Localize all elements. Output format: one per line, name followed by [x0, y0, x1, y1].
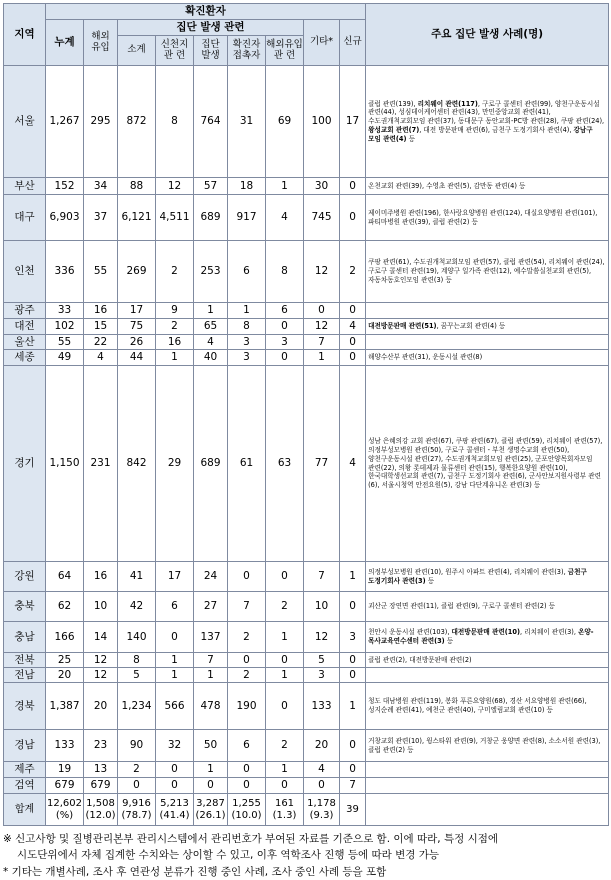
- overseas-rel-cell: 0: [266, 683, 304, 730]
- table-row: [4, 241, 609, 303]
- new-cell: 17: [340, 66, 366, 178]
- example-text: 등: [425, 576, 435, 585]
- other-cell: 1: [304, 350, 340, 366]
- examples-cell: [366, 350, 609, 366]
- example-text: 대전방문판매 관련(10): [451, 628, 521, 637]
- table-row: [4, 592, 609, 622]
- other-cell: 20: [304, 730, 340, 762]
- region-cell: 경남: [4, 730, 46, 762]
- overseas-rel-cell: 1: [266, 762, 304, 778]
- overseas-rel-cell: 0: [266, 319, 304, 335]
- example-text: 제이미주병원 관련(196), 한사랑요양병원 관련(124), 대실요양병원 관련(101), 파티마병원 관련(39), 클럽 관련(2) 등: [368, 208, 598, 226]
- example-text: 강남구 모임 관련(4): [368, 125, 593, 143]
- other-cell: 3: [304, 668, 340, 683]
- total-pct: (12.0): [85, 809, 116, 821]
- total-pct: (%): [55, 809, 74, 821]
- header-contact: 확진자 접촉자: [228, 36, 266, 66]
- overseas-cell: 295: [84, 66, 118, 178]
- shincheonji-cell: 1: [156, 350, 194, 366]
- examples-cell: [366, 762, 609, 778]
- group-cell: 764: [194, 66, 228, 178]
- shincheonji-cell: 9: [156, 303, 194, 319]
- table-row: [4, 668, 609, 683]
- new-cell: 7: [340, 778, 366, 794]
- group-cell: 0: [194, 778, 228, 794]
- overseas-cell: 231: [84, 366, 118, 562]
- overseas-rel-cell: 4: [266, 195, 304, 241]
- shincheonji-cell: 2: [156, 319, 194, 335]
- header-subtotal: 소계: [118, 36, 156, 66]
- region-cell: 강원: [4, 562, 46, 592]
- examples-cell: [366, 66, 609, 178]
- total-cell: 55: [46, 335, 84, 350]
- region-cell: 부산: [4, 178, 46, 195]
- examples-cell: [366, 562, 609, 592]
- examples-cell: [366, 668, 609, 683]
- subtotal-cell: 269: [118, 241, 156, 303]
- example-text: 의정부성모병원 관련(10), 원주시 아파트 관련(4), 리치웨이 관련(3),: [368, 567, 568, 576]
- shincheonji-cell: 29: [156, 366, 194, 562]
- header-new: 신규: [340, 20, 366, 66]
- examples-cell: [366, 622, 609, 653]
- total-value: 161: [274, 798, 295, 809]
- overseas-rel-cell: 3: [266, 335, 304, 350]
- total-value: 1,255: [232, 798, 261, 809]
- shincheonji-cell: 6: [156, 592, 194, 622]
- overseas-cell: 34: [84, 178, 118, 195]
- shincheonji-cell: 12: [156, 178, 194, 195]
- contact-cell: 18: [228, 178, 266, 195]
- group-cell: 50: [194, 730, 228, 762]
- contact-cell: 0: [228, 562, 266, 592]
- footnote-1: ※ 신고사항 및 질병관리본부 관리시스템에서 관리번호가 부여된 자료를 기준으로 함. 이에 따라, 특정 시점에: [3, 833, 499, 845]
- example-text: 금천구 도정기회사 관련(3): [368, 567, 587, 585]
- example-text: 등: [406, 134, 415, 143]
- other-cell: 133: [304, 683, 340, 730]
- header-examples: 주요 집단 발생 사례(명): [366, 4, 609, 66]
- total-value: 1,178: [307, 798, 336, 809]
- examples-cell: [366, 683, 609, 730]
- overseas-rel-cell: 1: [266, 668, 304, 683]
- total-cell: 679: [46, 778, 84, 794]
- header-overseas: 해외 유입: [84, 20, 118, 66]
- total-value: 12,602: [47, 798, 82, 809]
- total-value: 1,508: [86, 798, 115, 809]
- example-text: , 대전 방문판매 관련(6), 금천구 도정기회사 관련(4),: [419, 125, 574, 134]
- total-cell: 64: [46, 562, 84, 592]
- group-cell: 689: [194, 366, 228, 562]
- total-cell: 1,387: [46, 683, 84, 730]
- other-cell: 30: [304, 178, 340, 195]
- region-cell: 충남: [4, 622, 46, 653]
- contact-cell: 0: [228, 778, 266, 794]
- new-cell: 0: [340, 195, 366, 241]
- other-cell: 12: [304, 622, 340, 653]
- shincheonji-cell: 1: [156, 653, 194, 668]
- contact-cell: 917: [228, 195, 266, 241]
- group-cell: 1: [194, 303, 228, 319]
- shincheonji-cell: 16: [156, 335, 194, 350]
- subtotal-cell: 0: [118, 778, 156, 794]
- table-body: [4, 66, 609, 826]
- shincheonji-cell: 4,511: [156, 195, 194, 241]
- overseas-rel-cell: 6: [266, 303, 304, 319]
- overseas-cell: 679: [84, 778, 118, 794]
- contact-cell: 8: [228, 319, 266, 335]
- subtotal-cell: 2: [118, 762, 156, 778]
- table-row: [4, 66, 609, 178]
- subtotal-cell: 8: [118, 653, 156, 668]
- header-region: 지역: [4, 4, 46, 66]
- group-cell: 24: [194, 562, 228, 592]
- subtotal-cell: 842: [118, 366, 156, 562]
- other-cell: 0: [304, 778, 340, 794]
- other-cell: 10: [304, 592, 340, 622]
- total-new-cell: [340, 794, 366, 826]
- shincheonji-cell: 8: [156, 66, 194, 178]
- region-cell: 전북: [4, 653, 46, 668]
- examples-cell: [366, 778, 609, 794]
- contact-cell: 0: [228, 653, 266, 668]
- overseas-rel-cell: 8: [266, 241, 304, 303]
- contact-cell: 3: [228, 350, 266, 366]
- examples-cell: [366, 366, 609, 562]
- total-pct: (9.3): [309, 809, 334, 821]
- total-cell: 1,150: [46, 366, 84, 562]
- overseas-cell: 23: [84, 730, 118, 762]
- new-cell: 0: [340, 592, 366, 622]
- group-cell: 478: [194, 683, 228, 730]
- other-cell: 7: [304, 562, 340, 592]
- shincheonji-cell: 0: [156, 778, 194, 794]
- other-cell: 7: [304, 335, 340, 350]
- examples-cell: [366, 653, 609, 668]
- contact-cell: 0: [228, 762, 266, 778]
- header-group: 집단 발생: [194, 36, 228, 66]
- new-cell: 0: [340, 350, 366, 366]
- new-cell: 4: [340, 366, 366, 562]
- overseas-cell: 55: [84, 241, 118, 303]
- contact-cell: 6: [228, 730, 266, 762]
- total-pct: (26.1): [195, 809, 226, 821]
- table-row: [4, 366, 609, 562]
- region-cell: 검역: [4, 778, 46, 794]
- examples-cell: [366, 178, 609, 195]
- overseas-rel-cell: 1: [266, 622, 304, 653]
- other-cell: 12: [304, 319, 340, 335]
- total-pct: (78.7): [121, 809, 152, 821]
- total-cell: 1,267: [46, 66, 84, 178]
- new-cell: 0: [340, 303, 366, 319]
- footnote-2: 시도단위에서 자체 집계한 수치와는 상이할 수 있고, 이후 역학조사 진행 등에 따라 변경 가능: [17, 849, 440, 862]
- example-text: 괴산군 장연면 관련(11), 클럽 관련(9), 구로구 콜센터 관련(2) 등: [368, 602, 556, 611]
- total-label-cell: [4, 794, 46, 826]
- contact-cell: 3: [228, 335, 266, 350]
- region-cell: 경북: [4, 683, 46, 730]
- shincheonji-cell: 566: [156, 683, 194, 730]
- subtotal-cell: 5: [118, 668, 156, 683]
- total-group-cell: [194, 794, 228, 826]
- shincheonji-cell: 32: [156, 730, 194, 762]
- header-total: 누계: [46, 20, 84, 66]
- other-cell: 4: [304, 762, 340, 778]
- overseas-cell: 10: [84, 592, 118, 622]
- total-contact-cell: [228, 794, 266, 826]
- total-cell: 25: [46, 653, 84, 668]
- total-cell: 133: [46, 730, 84, 762]
- examples-cell: [366, 335, 609, 350]
- table-row: [4, 778, 609, 794]
- header-cluster: 집단 발생 관련: [118, 20, 304, 36]
- new-cell: 0: [340, 653, 366, 668]
- example-text: , 꿈꾸는교회 관련(4) 등: [436, 322, 506, 331]
- group-cell: 40: [194, 350, 228, 366]
- region-cell: 대구: [4, 195, 46, 241]
- group-cell: 137: [194, 622, 228, 653]
- total-value: 9,916: [122, 798, 151, 809]
- table-row: [4, 303, 609, 319]
- examples-cell: [366, 319, 609, 335]
- group-cell: 7: [194, 653, 228, 668]
- total-value: 39: [346, 803, 359, 815]
- overseas-cell: 16: [84, 562, 118, 592]
- overseas-rel-cell: 0: [266, 562, 304, 592]
- subtotal-cell: 6,121: [118, 195, 156, 241]
- shincheonji-cell: 2: [156, 241, 194, 303]
- example-text: 클럽 관련(2), 대전방문판매 관련(2): [368, 655, 472, 664]
- region-cell: 충북: [4, 592, 46, 622]
- example-text: , 리치웨이 관련(3),: [520, 628, 579, 637]
- region-cell: 전남: [4, 668, 46, 683]
- region-cell: 세종: [4, 350, 46, 366]
- overseas-rel-cell: 2: [266, 592, 304, 622]
- table-row: [4, 622, 609, 653]
- region-cell: 울산: [4, 335, 46, 350]
- other-cell: 745: [304, 195, 340, 241]
- contact-cell: 61: [228, 366, 266, 562]
- example-text: 등: [444, 637, 454, 645]
- new-cell: 0: [340, 178, 366, 195]
- total-other-cell: [304, 794, 340, 826]
- region-cell: 경기: [4, 366, 46, 562]
- overseas-cell: 14: [84, 622, 118, 653]
- example-text: 대전방문판매 관련(51): [368, 322, 437, 331]
- new-cell: 4: [340, 319, 366, 335]
- table-header: [4, 4, 609, 66]
- group-cell: 57: [194, 178, 228, 195]
- subtotal-cell: 41: [118, 562, 156, 592]
- subtotal-cell: 1,234: [118, 683, 156, 730]
- examples-cell: [366, 592, 609, 622]
- total-overseas-rel-cell: [266, 794, 304, 826]
- region-cell: 제주: [4, 762, 46, 778]
- new-cell: 2: [340, 241, 366, 303]
- new-cell: 0: [340, 762, 366, 778]
- new-cell: 0: [340, 668, 366, 683]
- region-cell: 서울: [4, 66, 46, 178]
- total-pct: (10.0): [231, 809, 262, 821]
- subtotal-cell: 88: [118, 178, 156, 195]
- examples-cell: [366, 241, 609, 303]
- new-cell: 0: [340, 730, 366, 762]
- new-cell: 3: [340, 622, 366, 653]
- table-row: [4, 683, 609, 730]
- overseas-cell: 20: [84, 683, 118, 730]
- total-pct: (1.3): [272, 809, 297, 821]
- other-cell: 12: [304, 241, 340, 303]
- overseas-rel-cell: 0: [266, 653, 304, 668]
- overseas-cell: 37: [84, 195, 118, 241]
- total-cell: 20: [46, 668, 84, 683]
- header-confirmed: 확진환자: [46, 4, 366, 20]
- group-cell: 4: [194, 335, 228, 350]
- subtotal-cell: 140: [118, 622, 156, 653]
- status-table-container: [3, 3, 608, 880]
- shincheonji-cell: 0: [156, 762, 194, 778]
- total-cell: 33: [46, 303, 84, 319]
- total-value: 5,213: [160, 798, 189, 809]
- table-row: [4, 730, 609, 762]
- example-text: 해양수산부 관련(31), 운동시설 관련(8): [368, 353, 483, 362]
- table-row: [4, 653, 609, 668]
- example-text: 천안시 운동시설 관련(103),: [368, 628, 452, 637]
- table-row: [4, 562, 609, 592]
- example-text: 거창교회 관련(10), 윙스타워 관련(9), 거창군 웅양면 관련(8), 소소서원 관련(3), 클럽 관련(2) 등: [368, 736, 601, 754]
- table-row: [4, 178, 609, 195]
- contact-cell: 7: [228, 592, 266, 622]
- example-text: , 구로구 콜센터 관련(99), 양천구운동시설 관련(44), 성심데이케어센터 관련(43), 만민중앙교회 관련(41), 수도권개척교회모임 관련(37), 동대문구 동안교회-PC방 관련(28), 쿠팡 관련(24),: [368, 99, 605, 126]
- overseas-cell: 12: [84, 668, 118, 683]
- overseas-cell: 12: [84, 653, 118, 668]
- overseas-cell: 13: [84, 762, 118, 778]
- total-cell: 62: [46, 592, 84, 622]
- new-cell: 1: [340, 562, 366, 592]
- group-cell: 27: [194, 592, 228, 622]
- region-cell: 인천: [4, 241, 46, 303]
- subtotal-cell: 42: [118, 592, 156, 622]
- example-text: 왕성교회 관련(7): [368, 125, 420, 134]
- overseas-cell: 4: [84, 350, 118, 366]
- shincheonji-cell: 0: [156, 622, 194, 653]
- region-cell: 광주: [4, 303, 46, 319]
- header-shincheonji: 신천지 관 련: [156, 36, 194, 66]
- examples-cell: [366, 730, 609, 762]
- example-text: 리치웨이 관련(117): [417, 99, 478, 108]
- total-examples-cell: [366, 794, 609, 826]
- other-cell: 0: [304, 303, 340, 319]
- subtotal-cell: 872: [118, 66, 156, 178]
- contact-cell: 190: [228, 683, 266, 730]
- group-cell: 253: [194, 241, 228, 303]
- shincheonji-cell: 1: [156, 668, 194, 683]
- contact-cell: 2: [228, 668, 266, 683]
- new-cell: 1: [340, 683, 366, 730]
- region-cell: 대전: [4, 319, 46, 335]
- contact-cell: 1: [228, 303, 266, 319]
- new-cell: 0: [340, 335, 366, 350]
- example-text: 청도 대남병원 관련(119), 봉화 푸른요양원(68), 경산 서요양병원 관련(66), 성지순례 관련(41), 예천군 관련(40), 구미엘림교회 관련(10) 등: [368, 697, 587, 714]
- header-overseas-related: 해외유입 관 련: [266, 36, 304, 66]
- example-text: 쿠팡 관련(61), 수도권개척교회모임 관련(57), 클럽 관련(54), 리치웨이 관련(24), 구로구 콜센터 관련(19), 계양구 일가족 관련(12), 예수말씀실천교회 관련(5), 자동차동호인모임 관련(3) 등: [368, 258, 605, 284]
- group-cell: 689: [194, 195, 228, 241]
- table-row: [4, 335, 609, 350]
- other-cell: 100: [304, 66, 340, 178]
- subtotal-cell: 17: [118, 303, 156, 319]
- other-cell: 5: [304, 653, 340, 668]
- overseas-rel-cell: 1: [266, 178, 304, 195]
- example-text: 온양-목사교육연수센터 관련(3): [368, 628, 594, 645]
- example-text: 성남 은혜의강 교회 관련(67), 쿠팡 관련(67), 클럽 관련(59), 리치웨이 관련(57), 의정부성모병원 관련(50), 구로구 콜센터 - 부천 생명수교회 관련(50), 양천구운동시설 관련(27), 수도권개척교회모임 관련(25), 군포안양목회자모임 관련(22), 의왕 롯데제과 물류센터 관련(15), 행복한요양원 관련(10), 한국대학생선교회 관련(7), 금천구 도정기회사 관련(6), 군사안보지원사령부 관련(6), 서울시청역 안전요원(5), 강남 다단계유니온 관련(3) 등: [368, 437, 603, 489]
- total-cell: 49: [46, 350, 84, 366]
- total-cell: 19: [46, 762, 84, 778]
- total-cell: 152: [46, 178, 84, 195]
- overseas-cell: 15: [84, 319, 118, 335]
- total-total-cell: [46, 794, 84, 826]
- header-other: 기타*: [304, 20, 340, 66]
- total-subtotal-cell: [118, 794, 156, 826]
- total-pct: (41.4): [159, 809, 190, 821]
- group-cell: 1: [194, 668, 228, 683]
- total-cell: 102: [46, 319, 84, 335]
- table-row: [4, 319, 609, 335]
- table-row: [4, 195, 609, 241]
- other-cell: 77: [304, 366, 340, 562]
- total-label: 합계: [14, 803, 35, 815]
- table-row: [4, 762, 609, 778]
- overseas-rel-cell: 0: [266, 778, 304, 794]
- total-value: 3,287: [196, 798, 225, 809]
- overseas-rel-cell: 2: [266, 730, 304, 762]
- example-text: 온천교회 관련(39), 수영초 관련(5), 감만동 관련(4) 등: [368, 181, 526, 190]
- contact-cell: 2: [228, 622, 266, 653]
- group-cell: 1: [194, 762, 228, 778]
- total-cell: 166: [46, 622, 84, 653]
- subtotal-cell: 90: [118, 730, 156, 762]
- overseas-rel-cell: 0: [266, 350, 304, 366]
- example-text: 클럽 관련(139),: [368, 99, 418, 108]
- group-cell: 65: [194, 319, 228, 335]
- total-shincheonji-cell: [156, 794, 194, 826]
- subtotal-cell: 26: [118, 335, 156, 350]
- contact-cell: 6: [228, 241, 266, 303]
- examples-cell: [366, 303, 609, 319]
- total-cell: 336: [46, 241, 84, 303]
- total-cell: 6,903: [46, 195, 84, 241]
- overseas-cell: 22: [84, 335, 118, 350]
- total-overseas-cell: [84, 794, 118, 826]
- overseas-rel-cell: 63: [266, 366, 304, 562]
- overseas-cell: 16: [84, 303, 118, 319]
- contact-cell: 31: [228, 66, 266, 178]
- examples-cell: [366, 195, 609, 241]
- overseas-rel-cell: 69: [266, 66, 304, 178]
- table-row: [4, 350, 609, 366]
- shincheonji-cell: 17: [156, 562, 194, 592]
- confirmed-cases-table: [3, 3, 609, 826]
- total-row: [4, 794, 609, 826]
- subtotal-cell: 75: [118, 319, 156, 335]
- footnote-3: * 기타는 개별사례, 조사 후 연관성 분류가 진행 중인 사례, 조사 중인 사례 등을 포함: [3, 865, 387, 878]
- footnotes: [3, 831, 608, 880]
- subtotal-cell: 44: [118, 350, 156, 366]
